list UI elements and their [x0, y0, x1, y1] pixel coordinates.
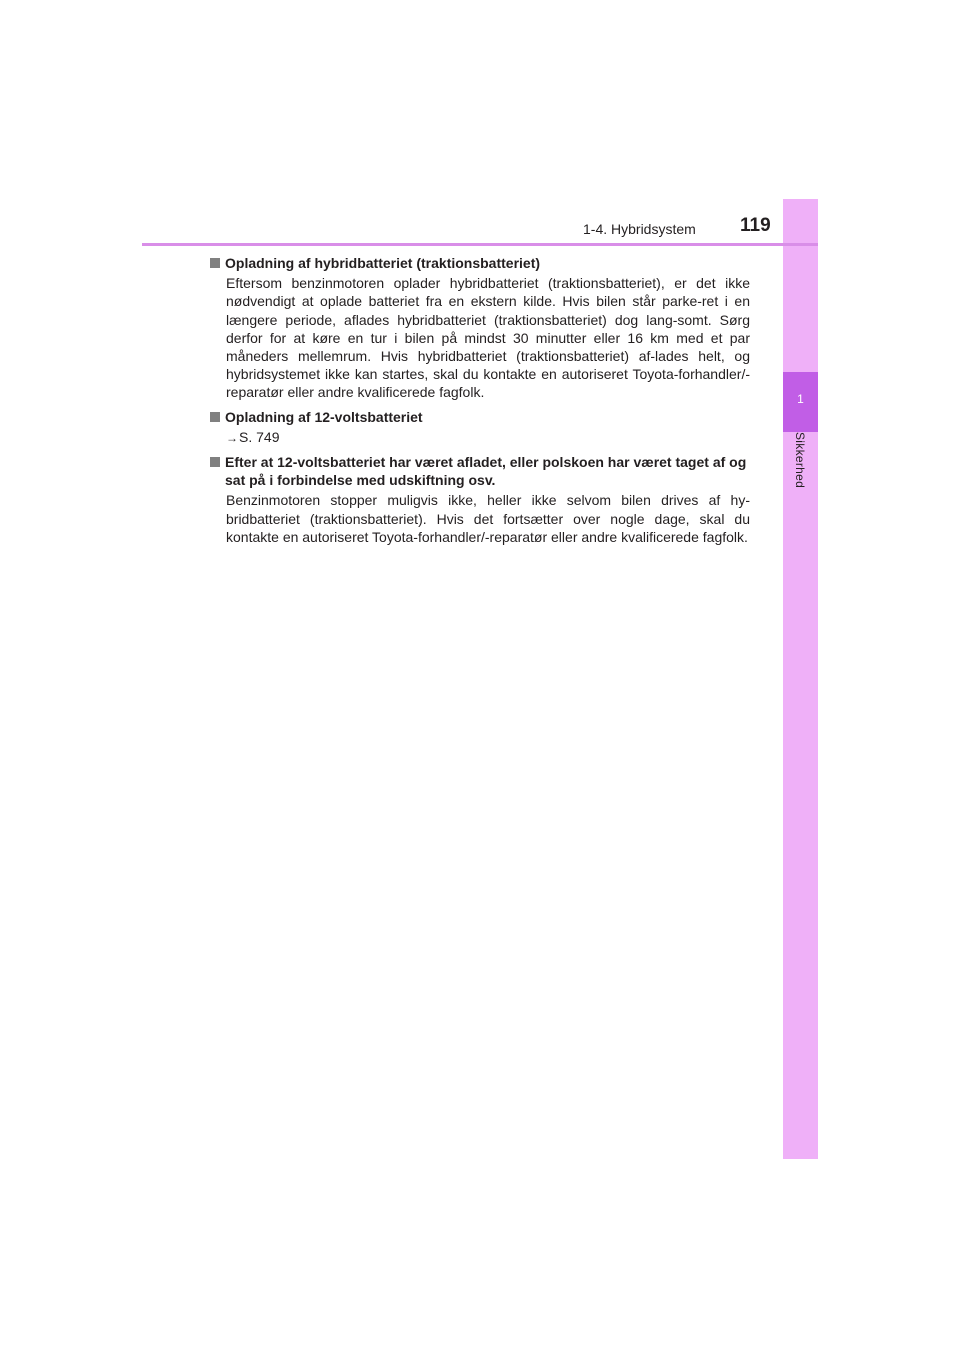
- section-body: Benzinmotoren stopper muligvis ikke, heller ikke selvom bilen drives af hy-bridbatteriet (traktionsbatteriet). Hvis det fortsætter over nogle dage, skal du kontakte en autoriseret Toyota-forhandler/-reparatør eller andre kvalificerede fagfolk.: [226, 492, 750, 545]
- header-divider: [142, 243, 818, 246]
- section-heading-text: Opladning af 12-voltsbatteriet: [225, 408, 423, 425]
- square-bullet-icon: [210, 258, 220, 268]
- page-number: 119: [740, 215, 771, 236]
- arrow-right-icon: →: [226, 430, 238, 445]
- section-heading: [210, 254, 750, 272]
- section-heading: [210, 408, 750, 426]
- section-after-12v-discharge: [210, 453, 750, 546]
- chapter-side-tab: [783, 199, 818, 1159]
- section-heading-text: Opladning af hybridbatteriet (traktionsbatteriet): [225, 255, 541, 271]
- page-content: [210, 254, 750, 552]
- square-bullet-icon: [210, 412, 220, 422]
- square-bullet-icon: [210, 457, 220, 467]
- section-12v-battery-charging: [210, 408, 750, 447]
- section-heading-text: Efter at 12-voltsbatteriet har været afladet, eller polskoen har været taget af og sat på i forbindelse med udskiftning osv.: [225, 454, 747, 489]
- chapter-title-label: Sikkerhed: [793, 432, 807, 489]
- section-body: Eftersom benzinmotoren oplader hybridbatteriet (traktionsbatteriet), er det ikke nødvendigt at oplade batteriet fra en ekstern kilde. Hvis bilen står parke-ret i en længere periode, aflades hybridbatteriet (traktionsbatteriet) dog lang-somt. Sørg derfor for at køre en tur i bilen på mindst 30 minutter eller 16 km med et par måneders mellemrum. Hvis hybridbatteriet (traktionsbatteriet) af-lades helt, og hybridsystemet ikke kan startes, skal du kontakte en autoriseret Toyota-forhandler/-reparatør eller andre kvalificerede fagfolk.: [226, 275, 750, 401]
- page-reference[interactable]: [210, 428, 750, 447]
- header-section-title: 1-4. Hybridsystem: [583, 221, 696, 237]
- page-reference-text[interactable]: S. 749: [239, 428, 280, 445]
- chapter-number: 1: [797, 392, 804, 406]
- chapter-title: [783, 432, 818, 542]
- section-hybrid-battery-charging: [210, 254, 750, 402]
- section-heading: [210, 453, 750, 489]
